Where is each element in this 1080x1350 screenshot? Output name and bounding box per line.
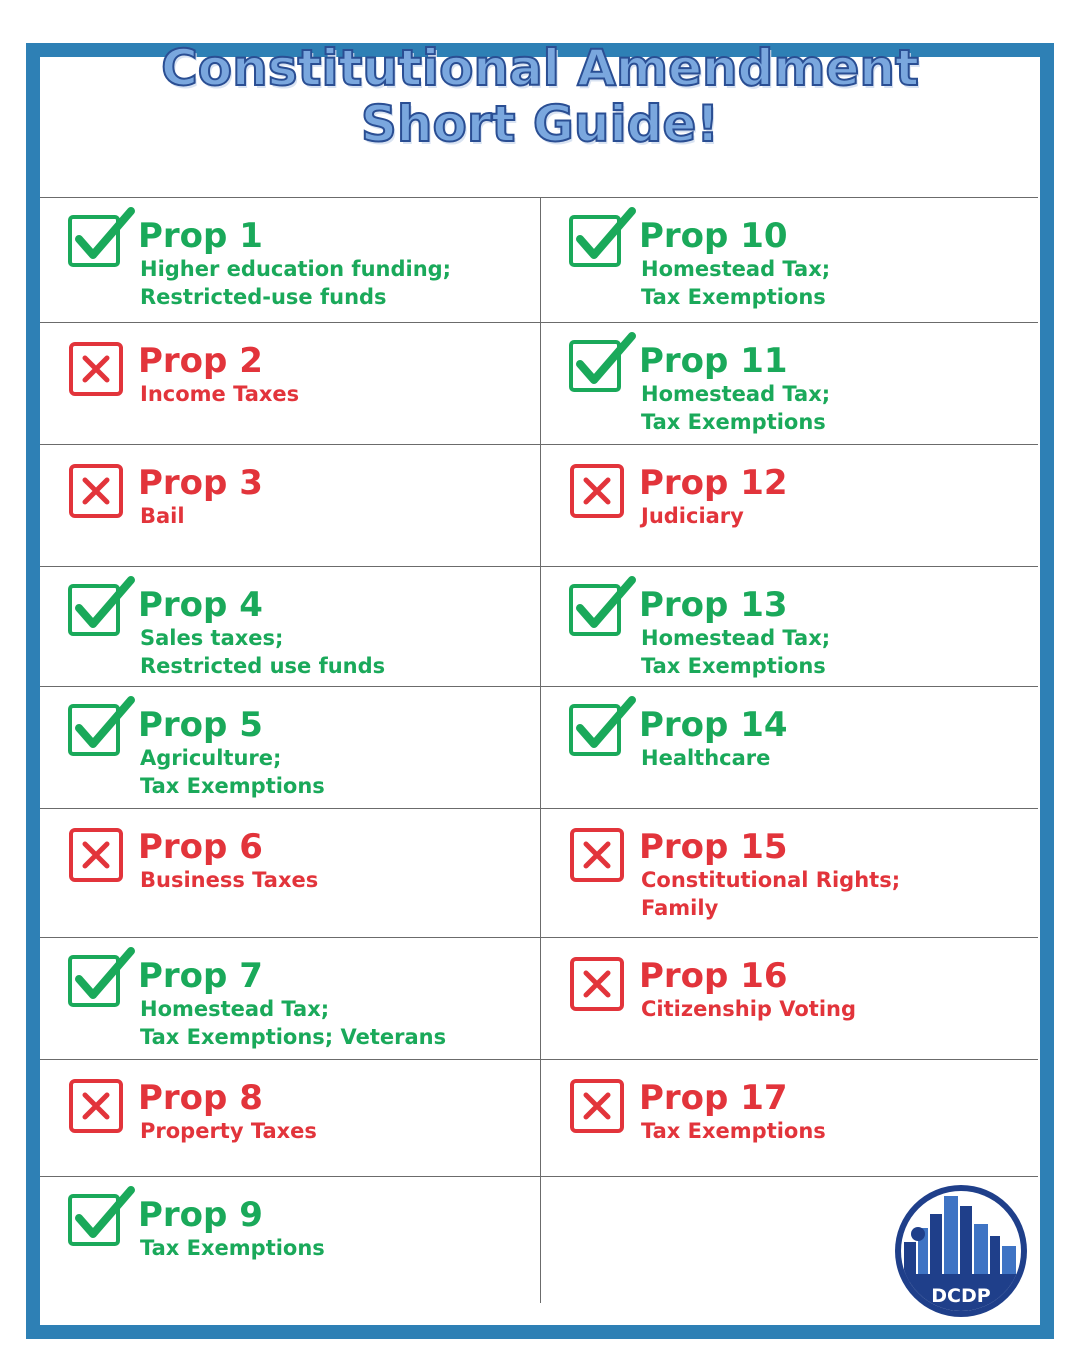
proposition-label: Prop 2 — [138, 341, 263, 381]
title-line-2: Short Guide! — [360, 95, 720, 153]
proposition-label: Prop 12 — [639, 463, 788, 503]
proposition-cell — [40, 1176, 538, 1296]
proposition-cell — [541, 937, 1039, 1057]
proposition-cell — [541, 686, 1039, 806]
proposition-cell — [40, 686, 538, 806]
page-title — [0, 40, 1080, 152]
checkmark-icon — [67, 1186, 137, 1252]
proposition-description: Property Taxes — [140, 1119, 317, 1143]
proposition-cell — [541, 444, 1039, 564]
checkmark-icon — [568, 332, 638, 398]
proposition-label: Prop 7 — [138, 956, 263, 996]
dcdp-logo — [894, 1184, 1028, 1318]
x-mark-icon — [67, 340, 127, 404]
x-mark-icon — [568, 462, 628, 526]
proposition-cell — [541, 566, 1039, 686]
proposition-cell — [541, 197, 1039, 317]
checkmark-icon — [568, 576, 638, 642]
proposition-description: Homestead Tax; Tax Exemptions — [641, 382, 831, 434]
proposition-description: Homestead Tax; Tax Exemptions — [641, 257, 831, 309]
proposition-cell — [40, 1059, 538, 1179]
x-mark-icon — [568, 1077, 628, 1141]
x-mark-icon — [568, 955, 628, 1019]
proposition-description: Tax Exemptions — [641, 1119, 826, 1143]
proposition-description: Homestead Tax; Tax Exemptions; Veterans — [140, 997, 447, 1049]
proposition-label: Prop 4 — [138, 585, 263, 625]
proposition-cell — [40, 808, 538, 928]
x-mark-icon — [568, 826, 628, 890]
checkmark-icon — [67, 207, 137, 273]
checkmark-icon — [67, 696, 137, 762]
proposition-description: Constitutional Rights; Family — [641, 868, 901, 920]
proposition-label: Prop 3 — [138, 463, 263, 503]
proposition-label: Prop 14 — [639, 705, 788, 745]
x-mark-icon — [67, 462, 127, 526]
x-mark-icon — [67, 1077, 127, 1141]
proposition-cell — [541, 808, 1039, 928]
checkmark-icon — [568, 696, 638, 762]
logo-text: DCDP — [931, 1285, 991, 1307]
proposition-description: Bail — [140, 504, 185, 528]
proposition-label: Prop 16 — [639, 956, 788, 996]
proposition-description: Higher education funding; Restricted-use funds — [140, 257, 452, 309]
proposition-label: Prop 8 — [138, 1078, 263, 1118]
proposition-description: Citizenship Voting — [641, 997, 857, 1021]
proposition-description: Agriculture; Tax Exemptions — [140, 746, 325, 798]
proposition-cell — [40, 322, 538, 442]
proposition-description: Healthcare — [641, 746, 771, 770]
x-mark-icon — [67, 826, 127, 890]
proposition-cell — [40, 566, 538, 686]
proposition-label: Prop 6 — [138, 827, 263, 867]
proposition-label: Prop 11 — [639, 341, 788, 381]
proposition-label: Prop 17 — [639, 1078, 788, 1118]
proposition-description: Homestead Tax; Tax Exemptions — [641, 626, 831, 678]
proposition-label: Prop 1 — [138, 216, 263, 256]
proposition-description: Tax Exemptions — [140, 1236, 325, 1260]
title-line-1: Constitutional Amendment — [161, 39, 919, 97]
proposition-label: Prop 15 — [639, 827, 788, 867]
proposition-description: Income Taxes — [140, 382, 300, 406]
proposition-label: Prop 13 — [639, 585, 788, 625]
checkmark-icon — [67, 576, 137, 642]
proposition-cell — [40, 197, 538, 317]
proposition-description: Business Taxes — [140, 868, 319, 892]
proposition-description: Sales taxes; Restricted use funds — [140, 626, 386, 678]
proposition-label: Prop 9 — [138, 1195, 263, 1235]
checkmark-icon — [568, 207, 638, 273]
proposition-cell — [40, 444, 538, 564]
proposition-cell — [40, 937, 538, 1057]
proposition-description: Judiciary — [641, 504, 744, 528]
proposition-cell — [541, 1059, 1039, 1179]
proposition-label: Prop 10 — [639, 216, 788, 256]
checkmark-icon — [67, 947, 137, 1013]
proposition-label: Prop 5 — [138, 705, 263, 745]
proposition-cell — [541, 322, 1039, 442]
